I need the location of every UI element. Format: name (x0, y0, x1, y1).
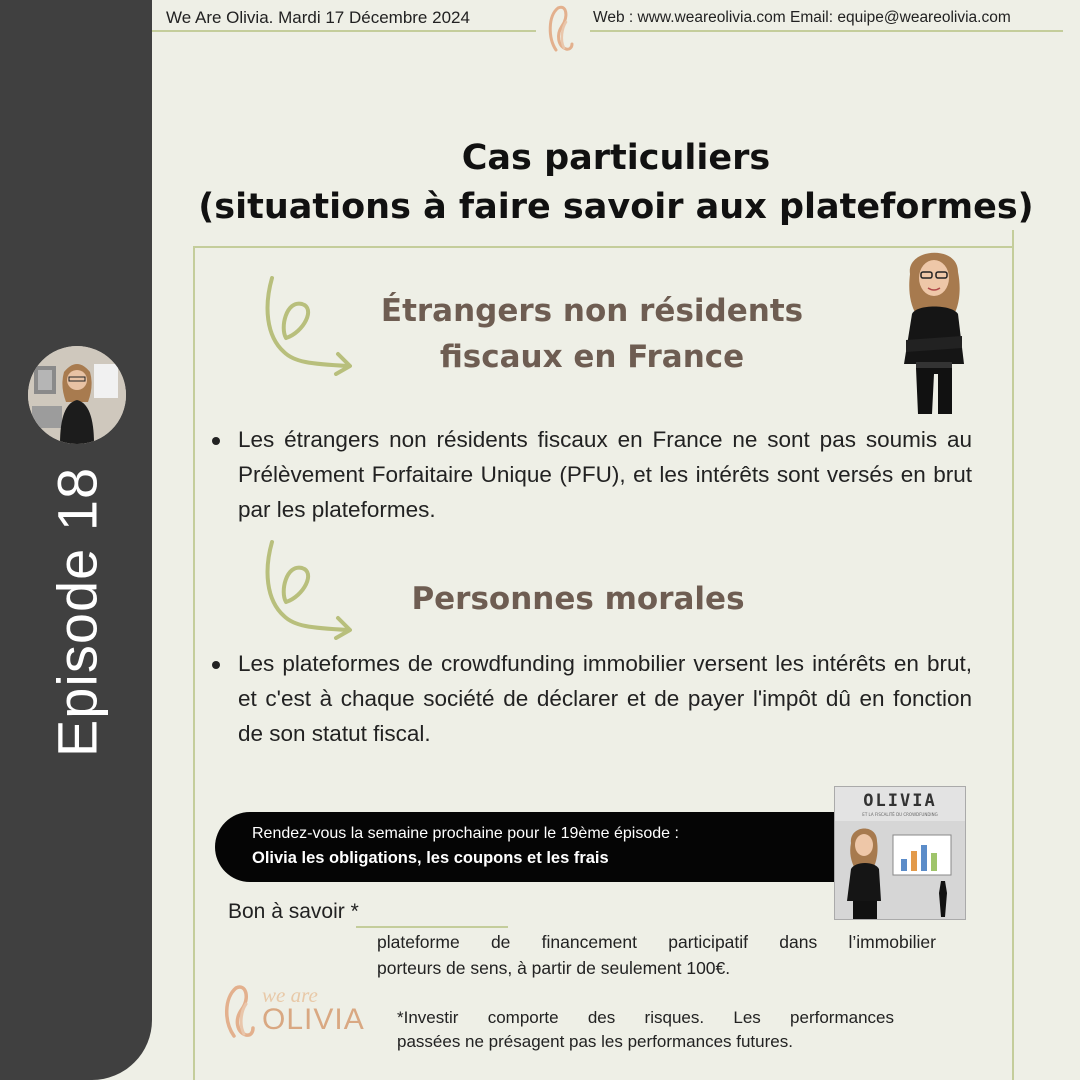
header-contact: Web : www.weareolivia.com Email: equipe@weareolivia.com (593, 9, 1011, 26)
next-episode-intro: Rendez-vous la semaine prochaine pour le 19ème épisode : (252, 825, 679, 842)
olivia-avatar-icon (28, 346, 126, 444)
header-divider-right (590, 30, 1063, 32)
title-line-1: Cas particuliers (461, 138, 771, 178)
next-episode-banner (215, 812, 855, 882)
book-subtitle: ET LA FISCALITÉ DU CROWDFUNDING (862, 812, 938, 817)
olivia-logo-icon (542, 2, 578, 54)
bullet-dot (212, 437, 220, 445)
avatar (28, 346, 126, 444)
olivia-character-icon (892, 244, 976, 416)
curved-arrow-icon (262, 540, 352, 640)
olivia-logo-icon (218, 982, 260, 1040)
section-heading-legal-entities: Personnes morales (411, 581, 745, 617)
episode-label: Episode 18 (45, 466, 109, 758)
frame-border-right (1012, 230, 1014, 1080)
sidebar (0, 0, 152, 1080)
bullet-dot (212, 661, 220, 669)
page-title (152, 134, 1080, 232)
book-cover (834, 786, 966, 920)
bullet-legal-entities: Les plateformes de crowdfunding immobilier versent les intérêts en brut, et c'est à chaque société de déclarer et de payer l'impôt dû en fonction de son statut fiscal. (212, 646, 972, 751)
good-to-know-label: Bon à savoir * (228, 900, 359, 923)
curved-arrow-icon (262, 276, 352, 376)
good-to-know-divider (356, 926, 508, 928)
frame-border-left (193, 246, 195, 1080)
brand-logo (218, 980, 370, 1042)
risk-disclaimer: *Investir comporte des risques. Les performances passées ne présagent pas les performances futures. (397, 1008, 894, 1051)
book-illustration-icon (835, 821, 965, 919)
header-date: We Are Olivia. Mardi 17 Décembre 2024 (166, 8, 470, 27)
next-episode-title: Olivia les obligations, les coupons et les frais (252, 849, 609, 867)
header-divider-left (152, 30, 536, 32)
section-heading-nonresidents: Étrangers non résidents fiscaux en France (380, 293, 804, 375)
brand-we-are: we are (262, 983, 318, 1007)
brand-name: OLIVIA (262, 1003, 365, 1036)
frame-border-top (193, 246, 1013, 248)
book-title: OLIVIA (863, 791, 937, 811)
bullet-nonresidents: Les étrangers non résidents fiscaux en France ne sont pas soumis au Prélèvement Forfaitaire Unique (PFU), et les intérêts sont versés en brut par les plateformes. (212, 422, 972, 527)
good-to-know-text: plateforme de financement participatif dans l’immobilier porteurs de sens, à partir de seulement 100€. (377, 932, 936, 978)
title-line-2: (situations à faire savoir aux plateformes) (198, 187, 1034, 227)
